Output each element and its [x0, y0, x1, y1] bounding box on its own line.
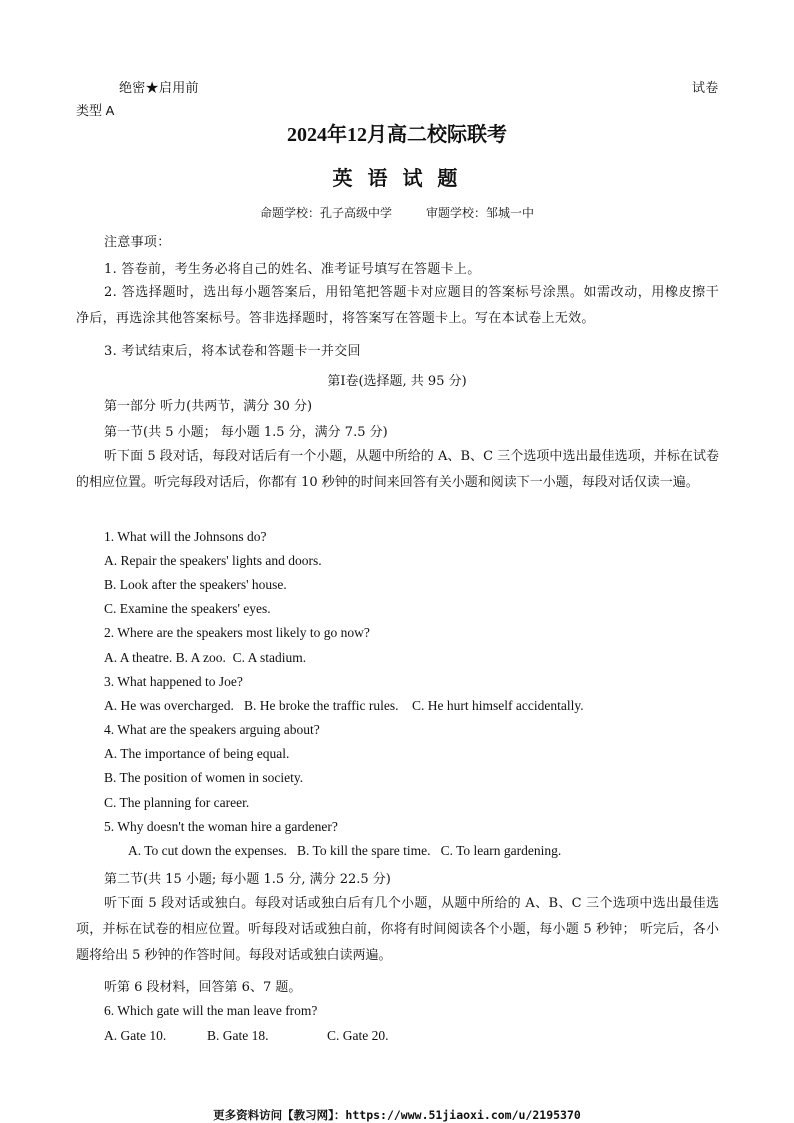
question-2: 2. Where are the speakers most likely to go now?: [104, 625, 370, 640]
confidential-label: 绝密★启用前: [119, 81, 199, 96]
q2-options: A. A theatre. B. A zoo. C. A stadium.: [104, 650, 307, 665]
q4-option-b: B. The position of women in society.: [104, 770, 304, 785]
section1-title: 第一节(共 5 小题； 每小题 1.5 分，满分 7.5 分): [104, 425, 388, 440]
q1-option-c: C. Examine the speakers' eyes.: [104, 601, 271, 616]
question-1: 1. What will the Johnsons do?: [104, 529, 267, 544]
section1-instructions: 听下面 5 段对话，每段对话后有一个小题，从题中所给的 A、B、C 三个选项中选出最佳选项，并标在试卷的相应位置。听完每段对话后，你都有 10 秒钟的时间来回答有关小题和阅读下一小题，每段对话仅读一遍。: [76, 449, 719, 490]
section2-instructions: 听下面 5 段对话或独白。每段对话或独白后有几个小题，从题中所给的 A、B、C 三个选项中选出最佳选项，并标在试卷的相应位置。听每段对话或独白前，你将有时间阅读各个小题，每小题 5 秒钟； 听完后，各小题将给出 5 秒钟的作答时间。每段对话或独白读两遍。: [76, 896, 719, 963]
material-6-heading: 听第 6 段材料，回答第 6、7 题。: [104, 980, 302, 995]
school-info: [0, 204, 794, 221]
reviewing-school: 审题学校：邹城一中: [426, 206, 535, 220]
q1-option-b: B. Look after the speakers' house.: [104, 577, 287, 592]
note-item-2: 2. 答选择题时，选出每小题答案后，用铅笔把答题卡对应题目的答案标号涂黑。如需改动，用橡皮擦干净后，再选涂其他答案标号。答非选择题时，将答案写在答题卡上。写在本试卷上无效。: [76, 285, 719, 326]
paper-label: 试卷: [692, 81, 719, 96]
part1-title: 第一部分 听力(共两节，满分 30 分): [104, 399, 313, 414]
question-3: 3. What happened to Joe?: [104, 674, 243, 689]
note-item-1: 1. 答卷前，考生务必将自己的姓名、准考证号填写在答题卡上。: [104, 262, 481, 277]
q1-option-a: A. Repair the speakers' lights and doors.: [104, 553, 322, 568]
question-6: 6. Which gate will the man leave from?: [104, 1003, 318, 1018]
question-5: 5. Why doesn't the woman hire a gardener?: [104, 819, 338, 834]
note-item-3: 3. 考试结束后，将本试卷和答题卡一并交回: [104, 344, 361, 359]
question-4: 4. What are the speakers arguing about?: [104, 722, 320, 737]
q6-option-a: A. Gate 10.: [104, 1028, 167, 1043]
q5-options: A. To cut down the expenses. B. To kill the spare time. C. To learn gardening.: [128, 843, 562, 858]
paper-type-label: 类型 A: [76, 103, 115, 118]
exam-title: 2024年12月高二校际联考: [287, 124, 507, 146]
footer-resource-link[interactable]: 更多资料访问【教习网】：https://www.51jiaoxi.com/u/2195370: [213, 1108, 581, 1122]
section2-title: 第二节(共 15 小题; 每小题 1.5 分, 满分 22.5 分): [104, 872, 391, 887]
q6-option-b: B. Gate 18.: [207, 1028, 269, 1043]
q4-option-a: A. The importance of being equal.: [104, 746, 290, 761]
proposing-school: 命题学校：孔子高级中学: [259, 206, 392, 220]
q6-option-c: C. Gate 20.: [327, 1028, 389, 1043]
notes-heading: 注意事项：: [104, 235, 171, 250]
q3-options: A. He was overcharged. B. He broke the traffic rules. C. He hurt himself accidentally.: [104, 698, 584, 713]
q4-option-c: C. The planning for career.: [104, 795, 250, 810]
exam-subtitle: 英 语 试 题: [332, 166, 462, 190]
volume-title: 第Ⅰ卷(选择题, 共 95 分): [327, 374, 467, 389]
